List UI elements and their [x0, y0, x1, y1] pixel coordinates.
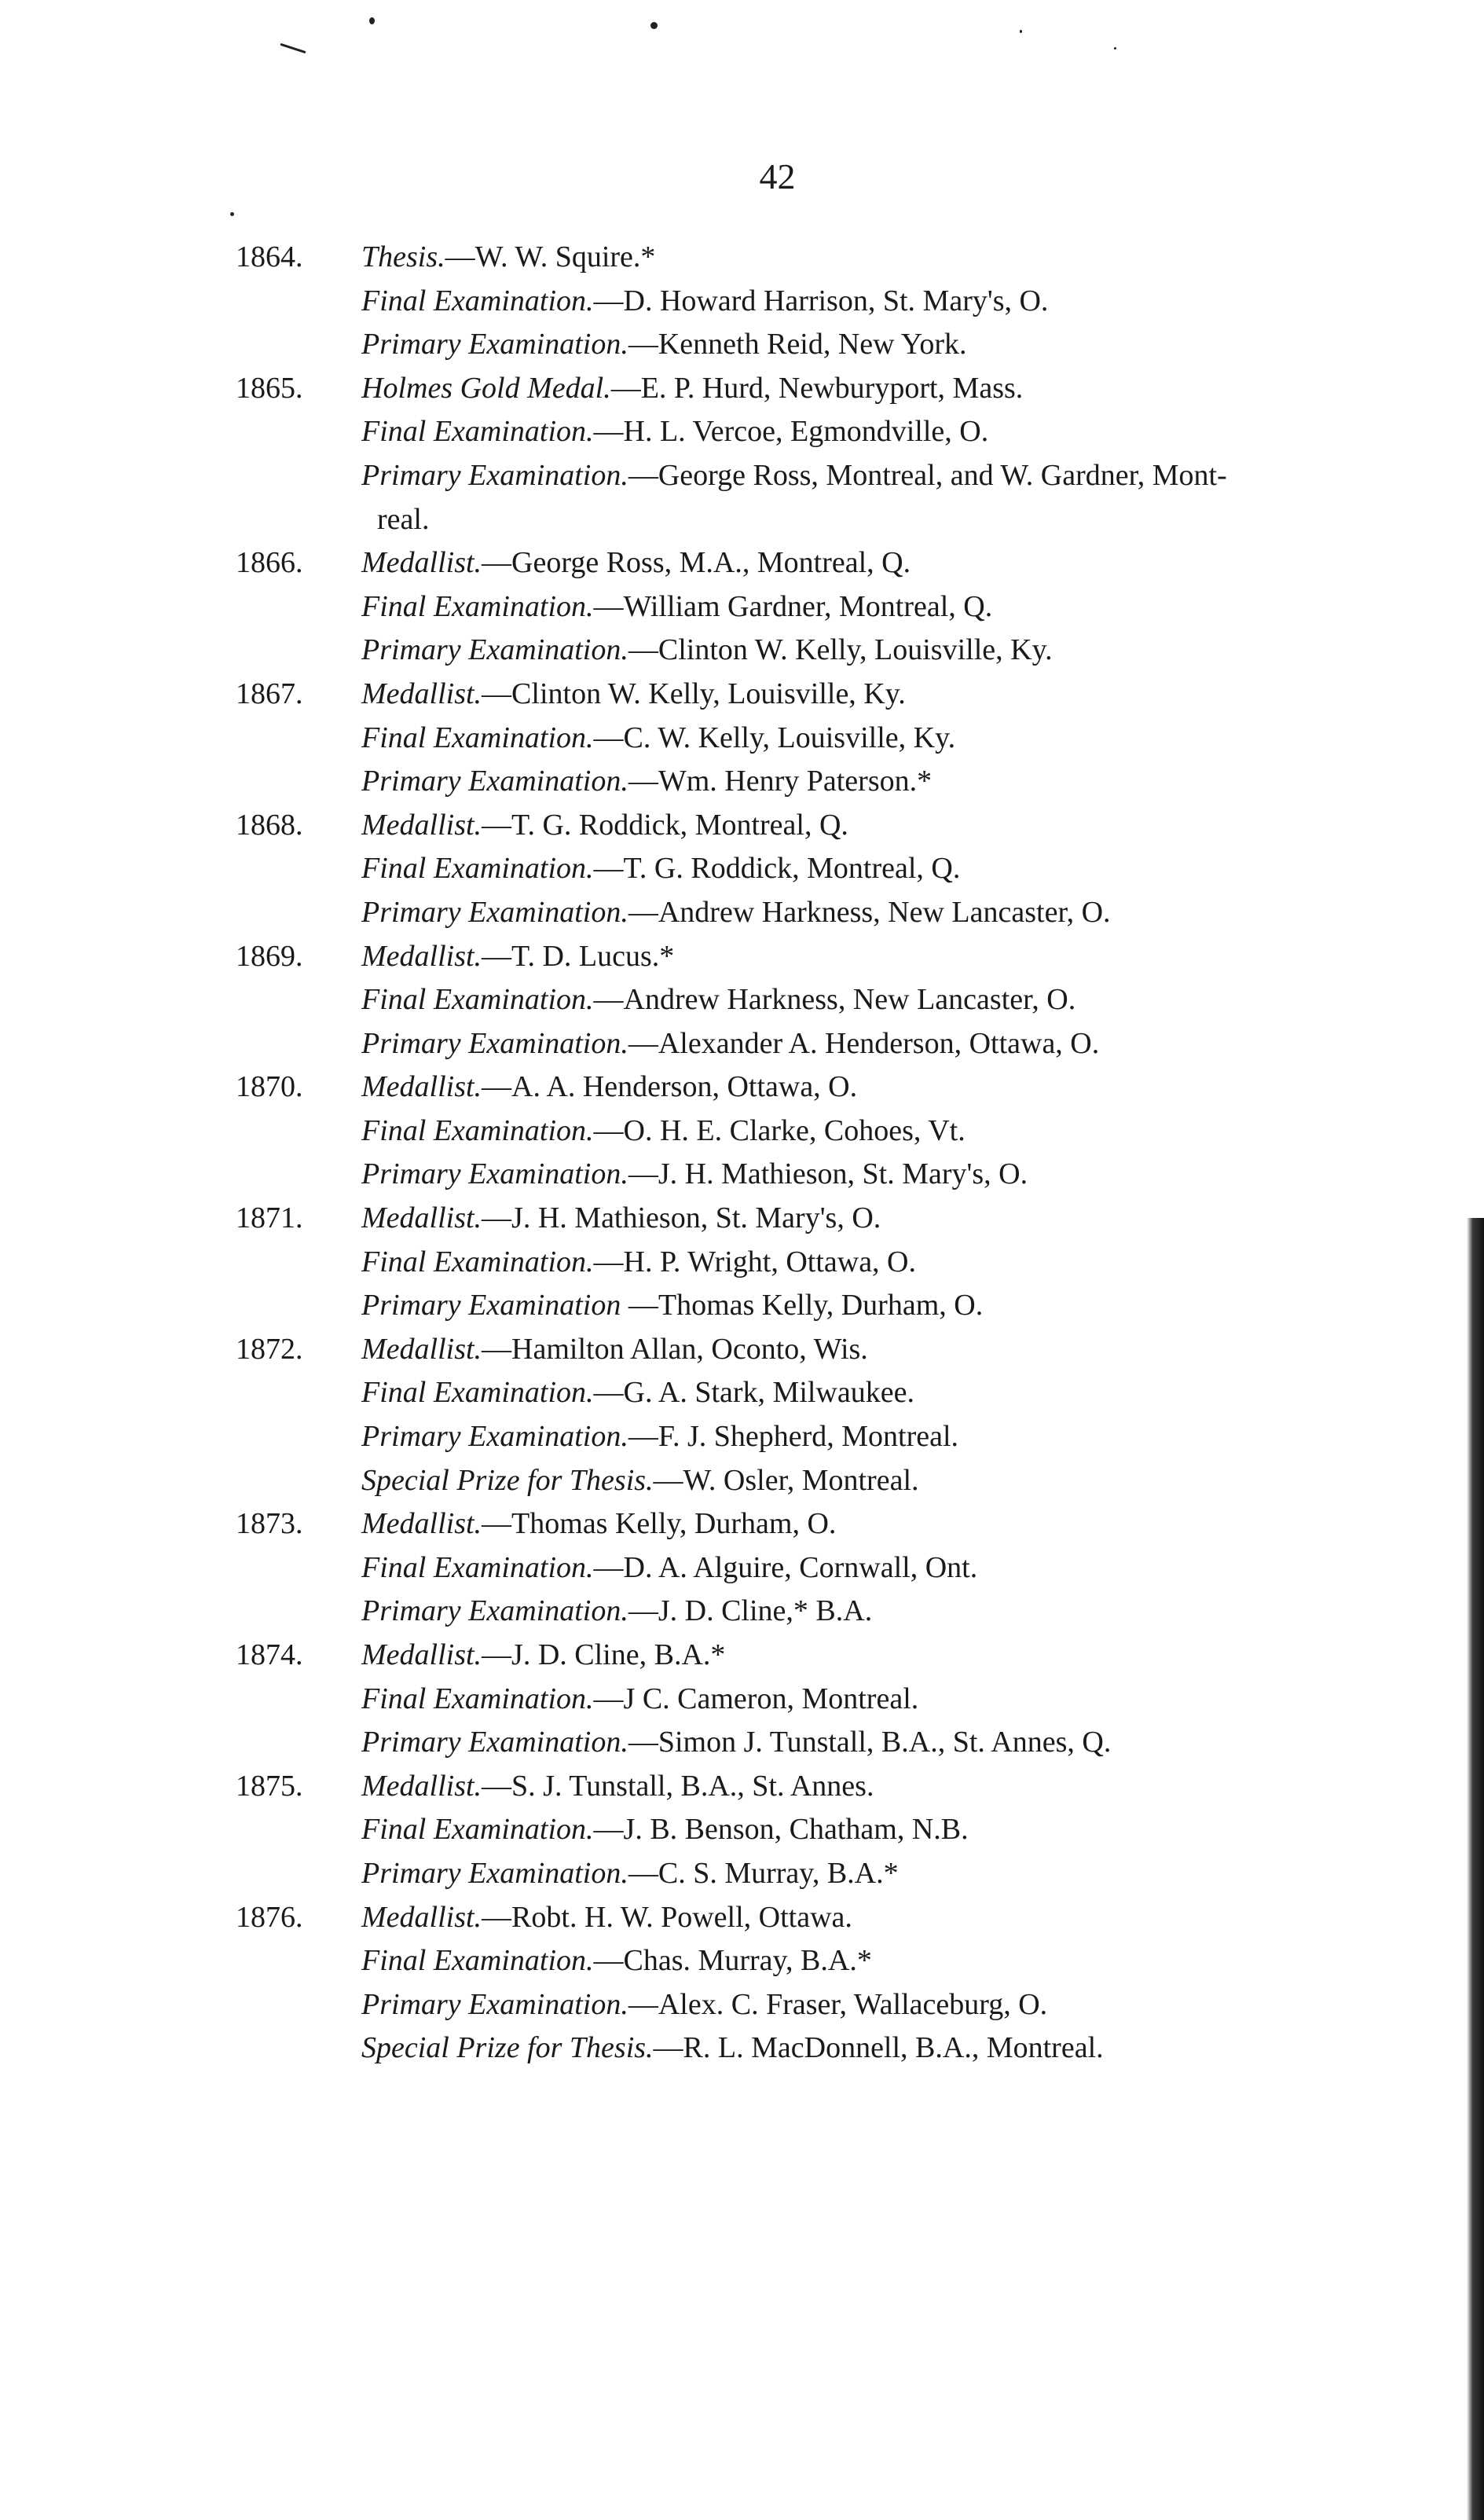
- entry-label: Medallist.: [361, 1332, 482, 1366]
- entry-text: —J. H. Mathieson, St. Mary's, O.: [628, 1157, 1028, 1191]
- page-edge-shadow: [1467, 1218, 1484, 2520]
- entry-text: —T. G. Roddick, Montreal, Q.: [482, 808, 848, 842]
- entry-line: [236, 280, 1461, 324]
- entry-line: [236, 1678, 1461, 1722]
- entry-text: —W. W. Squire.*: [445, 240, 656, 273]
- prize-list: [236, 236, 1461, 2071]
- entry-label: Primary Examination.: [361, 895, 628, 929]
- entry-line: [236, 1284, 1461, 1328]
- entry-line: [236, 541, 1461, 585]
- entry-year: 1870.: [236, 1070, 303, 1104]
- entry-label: Final Examination.: [361, 415, 594, 449]
- page-number: 42: [759, 156, 796, 196]
- entry-line: [236, 1328, 1461, 1372]
- entry-label: Medallist.: [361, 939, 482, 973]
- entry-line: [236, 1022, 1461, 1066]
- entry-line: [236, 629, 1461, 673]
- entry-label: Medallist.: [361, 1900, 482, 1934]
- entry-line: [236, 1110, 1461, 1154]
- entry-line: [236, 498, 1461, 542]
- scan-speck: [1114, 47, 1116, 50]
- entry-text: —William Gardner, Montreal, Q.: [593, 589, 993, 623]
- entry-label: Holmes Gold Medal.: [361, 371, 611, 405]
- entry-line: [236, 978, 1461, 1022]
- entry-line: [236, 585, 1461, 629]
- entry-label: Primary Examination.: [361, 1157, 628, 1191]
- entry-label: Final Examination.: [361, 1944, 594, 1978]
- entry-text: —George Ross, M.A., Montreal, Q.: [482, 546, 911, 580]
- entry-label: Primary Examination: [361, 1289, 621, 1322]
- entry-line: [236, 1634, 1461, 1678]
- entry-text: —Alexander A. Henderson, Ottawa, O.: [628, 1026, 1100, 1060]
- entry-label: Primary Examination.: [361, 1726, 628, 1759]
- entry-label: Medallist.: [361, 1638, 482, 1671]
- scan-speck: [230, 212, 234, 216]
- entry-text: —T. D. Lucus.*: [482, 939, 675, 973]
- entry-text: —Alex. C. Fraser, Wallaceburg, O.: [628, 1987, 1048, 2021]
- entry-text: —E. P. Hurd, Newburyport, Mass.: [610, 371, 1024, 405]
- entry-label: Medallist.: [361, 1769, 482, 1803]
- entry-text: —C. S. Murray, B.A.*: [628, 1856, 899, 1890]
- entry-line: [236, 717, 1461, 761]
- entry-text: —C. W. Kelly, Louisville, Ky.: [593, 721, 956, 754]
- entry-line: [236, 804, 1461, 848]
- entry-text: —G. A. Stark, Milwaukee.: [593, 1376, 914, 1410]
- scan-speck: [650, 22, 658, 29]
- entry-label: Primary Examination.: [361, 1420, 628, 1454]
- entry-label: Primary Examination.: [361, 1594, 628, 1628]
- entry-text: —A. A. Henderson, Ottawa, O.: [482, 1070, 858, 1104]
- entry-label: Final Examination.: [361, 284, 594, 317]
- entry-text: —Simon J. Tunstall, B.A., St. Annes, Q.: [628, 1726, 1112, 1759]
- entry-line: [236, 847, 1461, 891]
- entry-text: —H. L. Vercoe, Egmondville, O.: [593, 415, 989, 449]
- entry-text: —Robt. H. W. Powell, Ottawa.: [482, 1900, 852, 1934]
- entry-label: Final Examination.: [361, 1113, 594, 1147]
- entry-year: 1864.: [236, 240, 303, 273]
- entry-label: Final Examination.: [361, 852, 594, 886]
- entry-label: Medallist.: [361, 1507, 482, 1541]
- entry-text: —J. D. Cline,* B.A.: [628, 1594, 873, 1628]
- entry-text: —R. L. MacDonnell, B.A., Montreal.: [653, 2031, 1104, 2065]
- entry-line: [236, 1153, 1461, 1197]
- entry-label: Final Examination.: [361, 1813, 594, 1847]
- entry-label: Medallist.: [361, 677, 482, 710]
- entry-line: [236, 236, 1461, 280]
- entry-line: [236, 1590, 1461, 1634]
- entry-year: 1867.: [236, 677, 303, 710]
- entry-text: —Chas. Murray, B.A.*: [593, 1944, 872, 1978]
- entry-label: Medallist.: [361, 1070, 482, 1104]
- entry-label: Final Examination.: [361, 1550, 594, 1584]
- entry-text: —S. J. Tunstall, B.A., St. Annes.: [482, 1769, 874, 1803]
- entry-line: [236, 1197, 1461, 1241]
- entry-year: 1875.: [236, 1769, 303, 1803]
- entry-text: —Thomas Kelly, Durham, O.: [482, 1507, 837, 1541]
- entry-line: [236, 673, 1461, 717]
- scan-speck: [1020, 30, 1022, 33]
- entry-label: Medallist.: [361, 546, 482, 580]
- entry-line: [236, 454, 1461, 498]
- entry-text: —George Ross, Montreal, and W. Gardner, Mont-: [628, 458, 1227, 492]
- entry-line: [236, 1546, 1461, 1590]
- entry-line: [236, 1939, 1461, 1983]
- entry-text: —D. A. Alguire, Cornwall, Ont.: [593, 1550, 978, 1584]
- entry-label: Primary Examination.: [361, 633, 628, 667]
- entry-year: 1872.: [236, 1332, 303, 1366]
- entry-line: [236, 323, 1461, 367]
- entry-text: —Clinton W. Kelly, Louisville, Ky.: [482, 677, 906, 710]
- entry-text: —J. D. Cline, B.A.*: [482, 1638, 726, 1671]
- entry-text: real.: [377, 502, 430, 536]
- entry-text: —H. P. Wright, Ottawa, O.: [593, 1245, 916, 1278]
- entry-label: Final Examination.: [361, 983, 594, 1017]
- entry-label: Special Prize for Thesis.: [361, 2031, 654, 2065]
- entry-line: [236, 367, 1461, 411]
- entry-text: —O. H. E. Clarke, Cohoes, Vt.: [593, 1113, 966, 1147]
- entry-line: [236, 1502, 1461, 1546]
- entry-line: [236, 1066, 1461, 1110]
- scan-speck: [369, 17, 375, 24]
- entry-label: Special Prize for Thesis.: [361, 1463, 654, 1497]
- entry-label: Primary Examination.: [361, 765, 628, 798]
- entry-text: —Andrew Harkness, New Lancaster, O.: [628, 895, 1111, 929]
- entry-line: [236, 1896, 1461, 1940]
- entry-label: Primary Examination.: [361, 1026, 628, 1060]
- entry-text: —Kenneth Reid, New York.: [628, 328, 967, 361]
- entry-text: —F. J. Shepherd, Montreal.: [628, 1420, 959, 1454]
- entry-text: —J. B. Benson, Chatham, N.B.: [593, 1813, 969, 1847]
- entry-line: [236, 1459, 1461, 1503]
- entry-label: Final Examination.: [361, 589, 594, 623]
- entry-line: [236, 1808, 1461, 1852]
- entry-year: 1866.: [236, 546, 303, 580]
- entry-text: —T. G. Roddick, Montreal, Q.: [593, 852, 961, 886]
- entry-label: Thesis.: [361, 240, 445, 273]
- entry-label: Final Examination.: [361, 1376, 594, 1410]
- entry-line: [236, 1983, 1461, 2027]
- entry-year: 1869.: [236, 939, 303, 973]
- entry-year: 1871.: [236, 1201, 303, 1235]
- entry-year: 1874.: [236, 1638, 303, 1671]
- entry-text: —Wm. Henry Paterson.*: [628, 765, 933, 798]
- entry-year: 1873.: [236, 1507, 303, 1541]
- entry-line: [236, 760, 1461, 804]
- entry-year: 1865.: [236, 371, 303, 405]
- entry-line: [236, 1852, 1461, 1896]
- entry-line: [236, 935, 1461, 979]
- entry-line: [236, 1371, 1461, 1415]
- entry-line: [236, 1241, 1461, 1285]
- entry-text: —Clinton W. Kelly, Louisville, Ky.: [628, 633, 1053, 667]
- entry-line: [236, 1415, 1461, 1459]
- entry-year: 1868.: [236, 808, 303, 842]
- entry-line: [236, 2027, 1461, 2071]
- entry-year: 1876.: [236, 1900, 303, 1934]
- entry-label: Final Examination.: [361, 1245, 594, 1278]
- entry-label: Medallist.: [361, 1201, 482, 1235]
- entry-text: —Hamilton Allan, Oconto, Wis.: [482, 1332, 868, 1366]
- entry-text: —J. H. Mathieson, St. Mary's, O.: [482, 1201, 881, 1235]
- entry-line: [236, 1721, 1461, 1765]
- entry-label: Primary Examination.: [361, 1856, 628, 1890]
- entry-line: [236, 410, 1461, 454]
- entry-text: —Thomas Kelly, Durham, O.: [621, 1289, 984, 1322]
- entry-text: —D. Howard Harrison, St. Mary's, O.: [593, 284, 1049, 317]
- entry-line: [236, 891, 1461, 935]
- entry-label: Final Examination.: [361, 1682, 594, 1715]
- entry-label: Primary Examination.: [361, 458, 628, 492]
- entry-label: Medallist.: [361, 808, 482, 842]
- entry-text: —J C. Cameron, Montreal.: [593, 1682, 919, 1715]
- entry-label: Primary Examination.: [361, 1987, 628, 2021]
- entry-line: [236, 1765, 1461, 1809]
- entry-label: Final Examination.: [361, 721, 594, 754]
- scan-mark: [280, 43, 306, 53]
- entry-label: Primary Examination.: [361, 328, 628, 361]
- entry-text: —W. Osler, Montreal.: [653, 1463, 919, 1497]
- entry-text: —Andrew Harkness, New Lancaster, O.: [593, 983, 1076, 1017]
